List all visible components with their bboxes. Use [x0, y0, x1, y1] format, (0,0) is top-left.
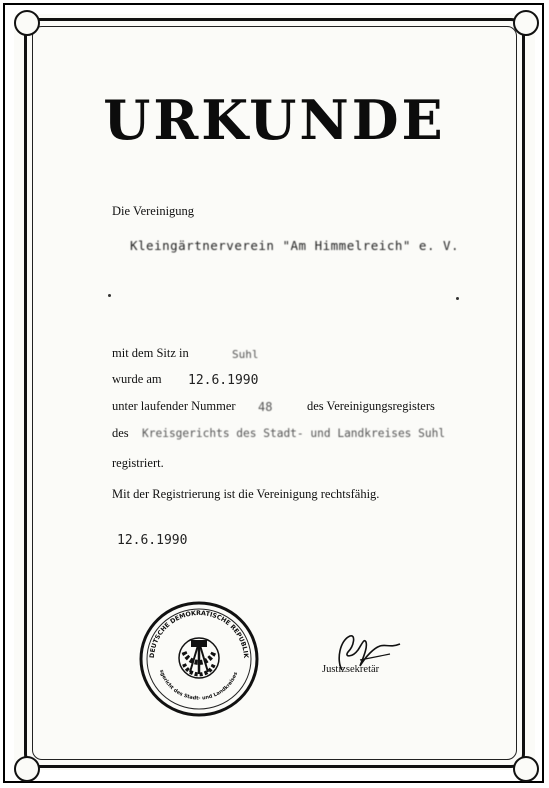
issue-date: 12.6.1990 — [117, 533, 188, 548]
date-label: wurde am — [112, 372, 162, 386]
corner-ornament-bottom-right — [513, 756, 539, 782]
official-seal — [138, 600, 260, 718]
court-prefix: des — [112, 426, 129, 440]
corner-ornament-bottom-left — [14, 756, 40, 782]
court-name: Kreisgerichts des Stadt- und Landkreises Suhl — [142, 427, 446, 440]
register-number: 48 — [258, 400, 273, 414]
corner-ornament-top-left — [14, 10, 40, 36]
seal-inner-text: sgericht des Stadt- und Landkreises — [158, 669, 240, 702]
paper-speck — [108, 294, 111, 297]
signer-title: Justizsekretär — [322, 664, 380, 675]
legal-statement: Mit der Registrierung ist die Vereinigung rechtsfähig. — [112, 487, 380, 501]
association-name: Kleingärtnerverein "Am Himmelreich" e. V. — [130, 238, 460, 253]
hammer-compass-emblem-icon — [179, 638, 219, 678]
seal-outer-text: DEUTSCHE DEMOKRATISCHE REPUBLIK — [148, 609, 250, 659]
paper-speck — [456, 297, 459, 300]
number-label: unter laufender Nummer — [112, 399, 236, 413]
intro-label: Die Vereinigung — [112, 204, 195, 218]
registered-label: registriert. — [112, 456, 164, 470]
corner-ornament-top-right — [513, 10, 539, 36]
seat-label: mit dem Sitz in — [112, 346, 189, 360]
registration-date: 12.6.1990 — [188, 373, 259, 388]
seat-value: Suhl — [232, 348, 259, 361]
certificate-title: URKUNDE — [103, 88, 446, 152]
register-label: des Vereinigungsregisters — [307, 399, 435, 413]
